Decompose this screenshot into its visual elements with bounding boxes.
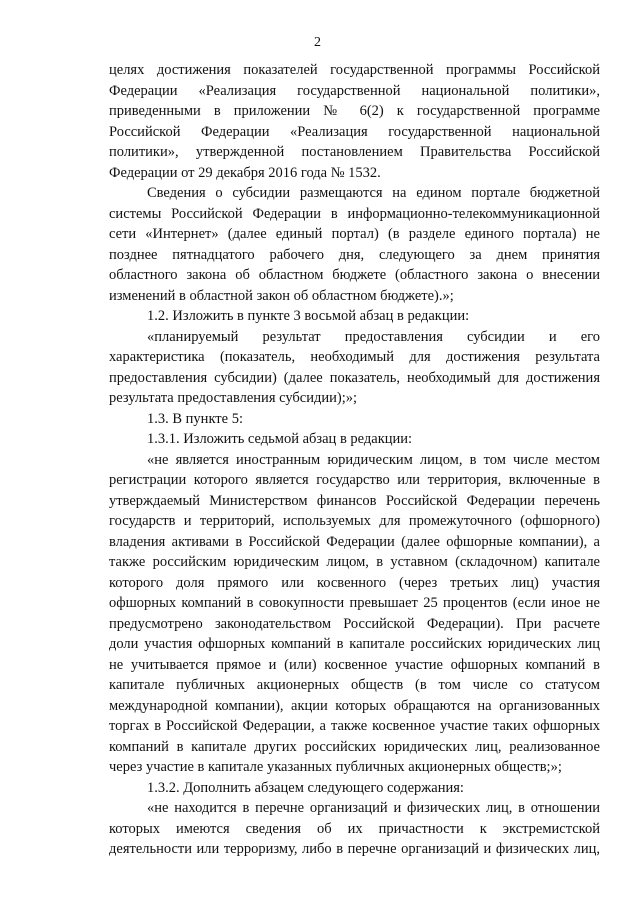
text-line: изменений в областной закон об областном бюджете).»; [109, 287, 454, 304]
text-line: 1.2. Изложить в пункте 3 восьмой абзац в редакции: [147, 308, 470, 324]
text-line: «не находится в перечне организаций и физических лиц, в отношении [147, 800, 600, 816]
text-line: офшорных компаний в совокупности превышает 25 процентов (если иное не [109, 595, 600, 611]
text-line: 1.3.1. Изложить седьмой абзац в редакции: [147, 431, 413, 447]
text-line: владения активами в Российской Федерации (далее офшорные компании), а [109, 533, 600, 550]
text-line: торгах в Российской Федерации, а также косвенное участие таких офшорных [109, 718, 600, 734]
text-line: международной компании), акции которых обращаются на организованных [109, 697, 600, 714]
text-line: доли участия офшорных компаний в капитале российских юридических лиц [109, 636, 600, 652]
text-line: Сведения о субсидии размещаются на едином портале бюджетной [147, 185, 600, 201]
text-line: также российским юридическим лицом, в уставном (складочном) капитале [109, 554, 600, 570]
text-line: Федерации «Реализация государственной национальной политики», [109, 82, 600, 99]
document-body [109, 60, 600, 860]
text-line: позднее пятнадцатого рабочего дня, следующего за днем принятия [109, 246, 600, 263]
text-line: которого доля прямого или косвенного (через третьих лиц) участия [109, 574, 600, 591]
text-line: деятельности или терроризму, либо в перечне организаций и физических лиц, [109, 841, 600, 857]
page-number: 2 [314, 35, 321, 50]
text-line: которых имеются сведения об их причастности к экстремистской [109, 820, 600, 837]
text-line: «планируемый результат предоставления субсидии и его [147, 328, 600, 345]
text-line: политики», утвержденной постановлением Правительства Российской [109, 144, 600, 160]
text-line: через участие в капитале указанных публичных акционерных обществ;»; [109, 759, 562, 775]
text-line: областного закона об областном бюджете (областного закона о внесении [109, 267, 600, 283]
text-line: характеристика (показатель, необходимый для достижения результата [109, 349, 600, 365]
text-line: предоставления субсидии) (далее показатель, необходимый для достижения [109, 369, 600, 386]
text-line: Федерации от 29 декабря 2016 года № 1532. [109, 164, 381, 181]
text-line: предусмотрено законодательством Российской Федерации). При расчете [109, 615, 600, 632]
text-line: утверждаемый Министерством финансов Российской Федерации перечень [109, 492, 600, 509]
text-line: компаний в капитале других российских юридических лиц, реализованное [109, 738, 600, 755]
text-line: системы Российской Федерации в информационно-телекоммуникационной [109, 205, 600, 222]
text-line: Российской Федерации «Реализация государственной национальной [109, 123, 600, 140]
text-line: не учитывается прямое и (или) косвенное участие офшорных компаний в [109, 656, 600, 673]
text-line: регистрации которого является государство или территория, включенные в [109, 472, 600, 488]
text-line: сети «Интернет» (далее единый портал) (в разделе единого портала) не [109, 226, 600, 242]
text-line: государств и территорий, используемых для промежуточного (офшорного) [109, 513, 600, 529]
text-line: 1.3.2. Дополнить абзацем следующего содержания: [147, 779, 464, 796]
text-line: капитале публичных акционерных обществ (в том числе со статусом [109, 677, 600, 693]
text-line: «не является иностранным юридическим лицом, в том числе местом [147, 451, 600, 468]
text-line: 1.3. В пункте 5: [147, 410, 243, 427]
text-line: результата предоставления субсидии);»; [109, 390, 358, 406]
text-line: приведенными в приложении № 6(2) к государственной программе [109, 103, 600, 119]
text-line: целях достижения показателей государственной программы Российской [109, 62, 600, 78]
